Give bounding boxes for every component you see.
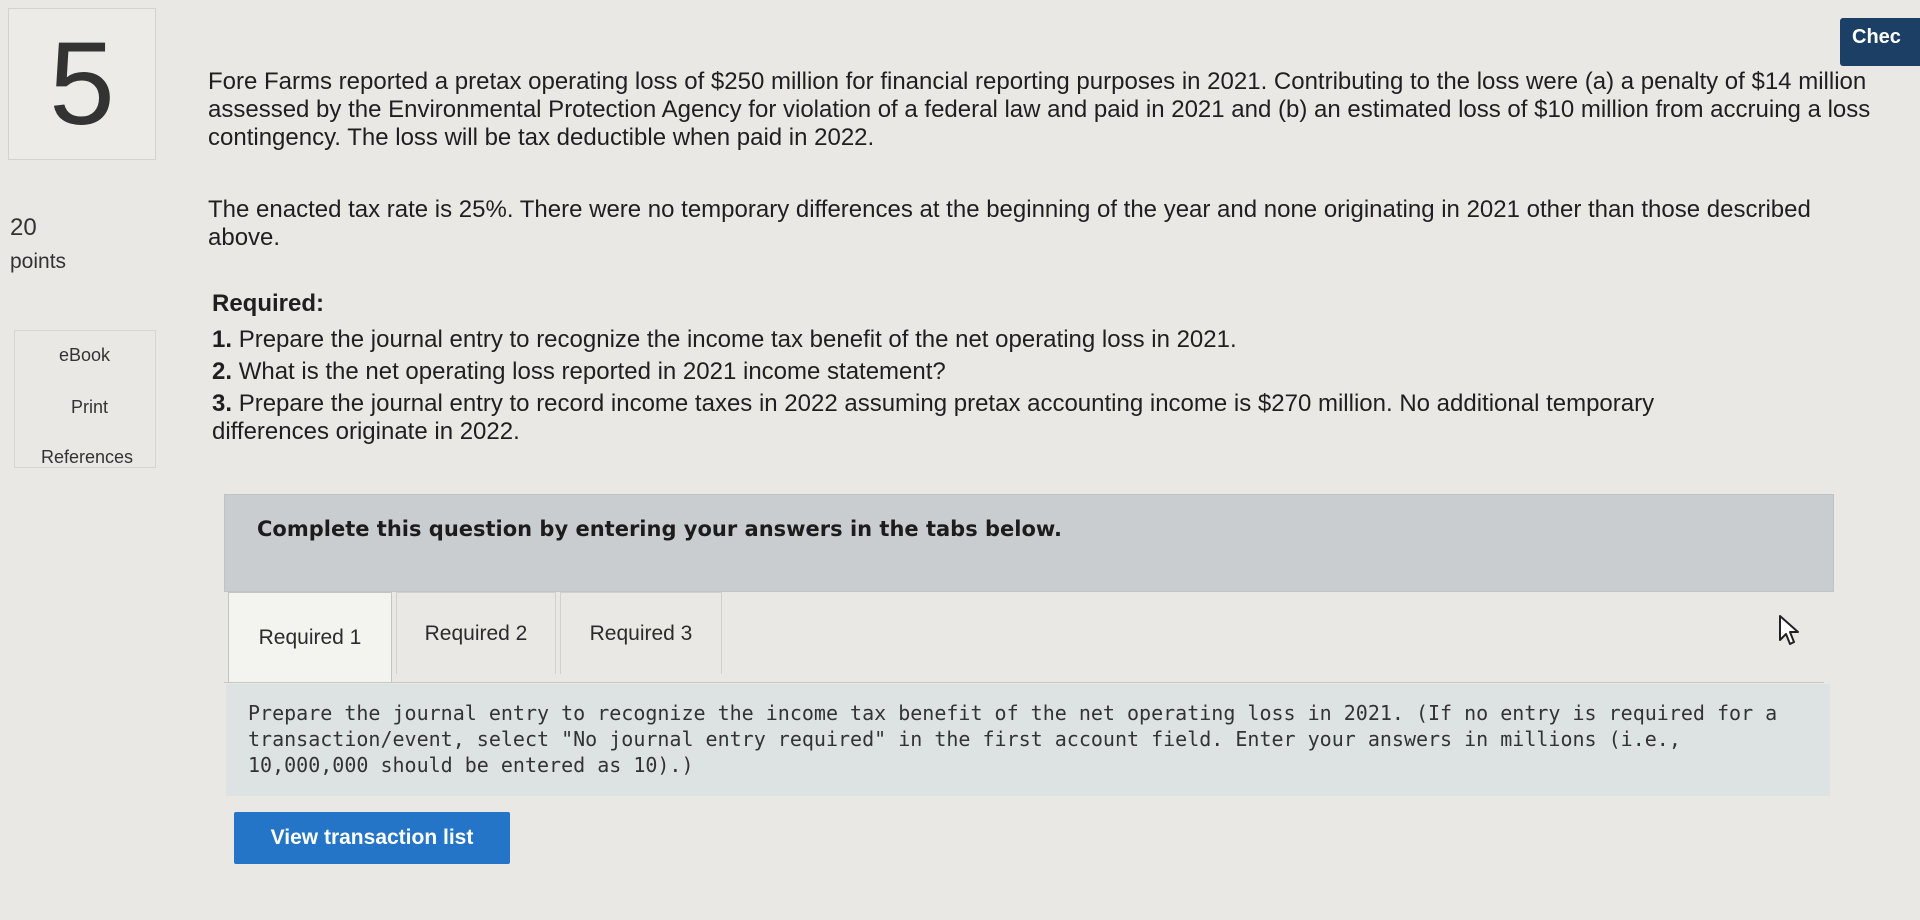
answer-instruction-bar xyxy=(224,494,1834,592)
required-item-3-text: Prepare the journal entry to record income taxes in 2022 assuming pretax accounting income is $270 million. No additional temporary differences originate in 2022. xyxy=(212,390,1655,445)
question-number: 5 xyxy=(49,18,115,150)
mouse-pointer-icon xyxy=(1778,614,1800,651)
view-transaction-list-button[interactable]: View transaction list xyxy=(234,812,510,864)
answer-tabs xyxy=(224,592,1824,683)
tab-instructions-text: Prepare the journal entry to recognize the income tax benefit of the net operating loss in 2021. (If no entry is required for a transaction/event, select "No journal entry required" in the first account field. Enter your answers in millions (i.e., 10,000,000 should be entered as 10).) xyxy=(248,701,1778,777)
required-item-1 xyxy=(212,326,1772,354)
question-number-box xyxy=(8,8,156,160)
check-my-work-button[interactable]: Chec xyxy=(1840,18,1920,66)
references-link[interactable]: References xyxy=(41,447,134,467)
points-label: points xyxy=(10,250,67,273)
problem-paragraph-1: Fore Farms reported a pretax operating loss of $250 million for financial reporting purposes in 2021. Contributing to the loss were (a) a penalty of $14 million assessed by the Environmental Protection Agency for violation of a federal law and paid in 2021 and (b) an estimated loss of $10 million from accruing a loss contingency. The loss will be tax deductible when paid in 2022. xyxy=(208,68,1871,151)
side-links-panel xyxy=(14,330,156,468)
answer-instruction-text: Complete this question by entering your answers in the tabs below. xyxy=(257,517,1062,541)
required-item-1-number: 1. xyxy=(212,326,233,353)
required-heading: Required: xyxy=(212,290,325,317)
required-item-3-number: 3. xyxy=(212,390,233,417)
required-item-2-text: What is the net operating loss reported in 2021 income statement? xyxy=(238,358,946,385)
print-link[interactable]: Print xyxy=(71,397,109,417)
tab-required-1[interactable]: Required 1 xyxy=(228,592,392,682)
required-list xyxy=(212,326,1772,450)
required-item-2 xyxy=(212,358,1772,386)
tab-required-2[interactable]: Required 2 xyxy=(396,592,556,674)
points-value: 20 xyxy=(10,214,37,241)
required-item-3 xyxy=(212,390,1772,446)
required-item-2-number: 2. xyxy=(212,358,233,385)
ebook-link[interactable]: eBook xyxy=(59,345,111,365)
required-item-1-text: Prepare the journal entry to recognize the income tax benefit of the net operating loss in 2021. xyxy=(238,326,1237,353)
problem-paragraph-2: The enacted tax rate is 25%. There were no temporary differences at the beginning of the year and none originating in 2021 other than those described above. xyxy=(208,196,1811,251)
tab-instructions xyxy=(226,684,1830,796)
tab-required-3[interactable]: Required 3 xyxy=(560,592,722,674)
